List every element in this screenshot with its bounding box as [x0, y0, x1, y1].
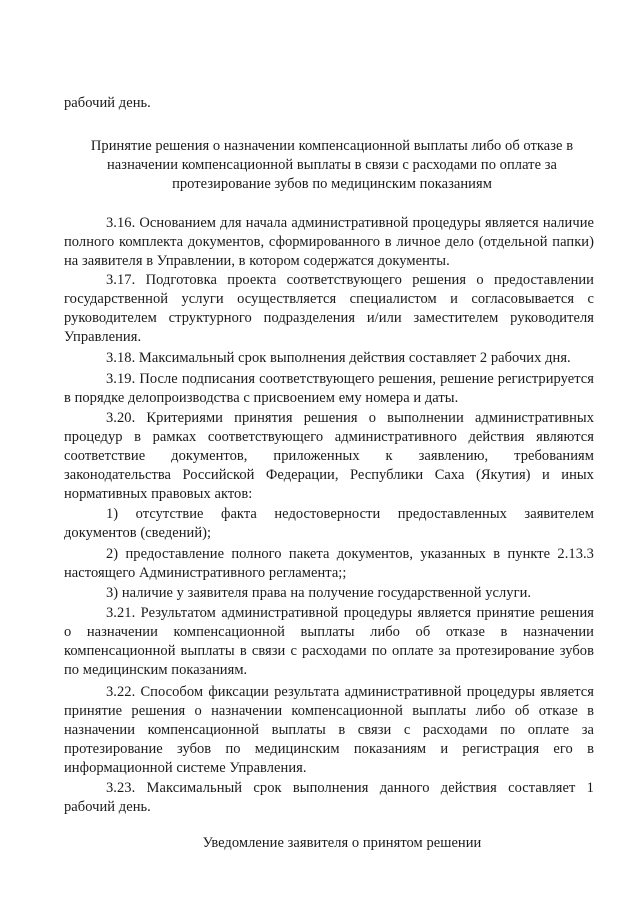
- paragraph-line: Управления.: [64, 329, 142, 345]
- section-heading-line: Принятие решения о назначении компенсационной выплаты либо об отказе в: [90, 138, 574, 154]
- paragraph-line: 3.17. Подготовка проекта соответствующего решения о предоставлении: [106, 272, 594, 288]
- paragraph-line: полного комплекта документов, сформированного в личное дело (отдельной папки): [64, 234, 594, 250]
- paragraph-line: 3.21. Результатом административной процедуры является принятие решения: [106, 605, 594, 621]
- paragraph-line: о назначении компенсационной выплаты либо об отказе в назначении: [64, 624, 594, 640]
- paragraph-line: рабочий день.: [64, 799, 151, 815]
- paragraph-line: 3.16. Основанием для начала административной процедуры является наличие: [106, 215, 594, 231]
- section-heading-line: назначении компенсационной выплаты в связи с расходами по оплате за: [107, 157, 557, 173]
- paragraph-line: 3.18. Максимальный срок выполнения действия составляет 2 рабочих дня.: [106, 350, 571, 366]
- paragraph-line: государственной услуги осуществляется специалистом и согласовывается с: [64, 291, 594, 307]
- paragraph-line: 3.20. Критериями принятия решения о выполнении административных: [106, 410, 594, 426]
- paragraph-line: руководителем структурного подразделения и/или заместителем руководителя: [64, 310, 594, 326]
- list-item-line: настоящего Административного регламента;;: [64, 565, 347, 581]
- paragraph-line: 3.22. Способом фиксации результата административной процедуры является: [106, 684, 594, 700]
- paragraph-line: назначении компенсационной выплаты в связи с расходами по оплате за: [64, 722, 594, 738]
- list-item-line: 2) предоставление полного пакета документов, указанных в пункте 2.13.3: [106, 546, 594, 562]
- section-heading-line: Уведомление заявителя о принятом решении: [202, 835, 482, 851]
- paragraph-line: в порядке делопроизводства с присвоением ему номера и даты.: [64, 390, 459, 406]
- text-line: рабочий день.: [64, 95, 151, 111]
- paragraph-line: 3.19. После подписания соответствующего решения, решение регистрируется: [106, 371, 594, 387]
- paragraph-line: по медицинским показаниям.: [64, 662, 248, 678]
- paragraph-line: соответствие документов, приложенных к заявлению, требованиям: [64, 448, 594, 464]
- paragraph-line: информационной системе Управления.: [64, 760, 307, 776]
- paragraph-line: на заявителя в Управлении, в котором содержатся документы.: [64, 253, 450, 269]
- paragraph-line: протезирование зубов по медицинским показаниям и регистрация его в: [64, 741, 594, 757]
- paragraph-line: компенсационной выплаты в связи с расходами по оплате за протезирование зубов: [64, 643, 594, 659]
- paragraph-line: нормативных правовых актов:: [64, 486, 253, 502]
- paragraph-line: 3.23. Максимальный срок выполнения данного действия составляет 1: [106, 780, 594, 796]
- list-item-line: 3) наличие у заявителя права на получение государственной услуги.: [106, 585, 532, 601]
- list-item-line: документов (сведений);: [64, 525, 212, 541]
- list-item-line: 1) отсутствие факта недостоверности предоставленных заявителем: [106, 506, 594, 522]
- paragraph-line: процедур в рамках соответствующего административного действия являются: [64, 429, 594, 445]
- paragraph-line: принятие решения о назначении компенсационной выплаты либо об отказе в: [64, 703, 594, 719]
- section-heading-line: протезирование зубов по медицинским показаниям: [172, 176, 492, 192]
- paragraph-line: законодательства Российской Федерации, Республики Саха (Якутия) и иных: [64, 467, 594, 483]
